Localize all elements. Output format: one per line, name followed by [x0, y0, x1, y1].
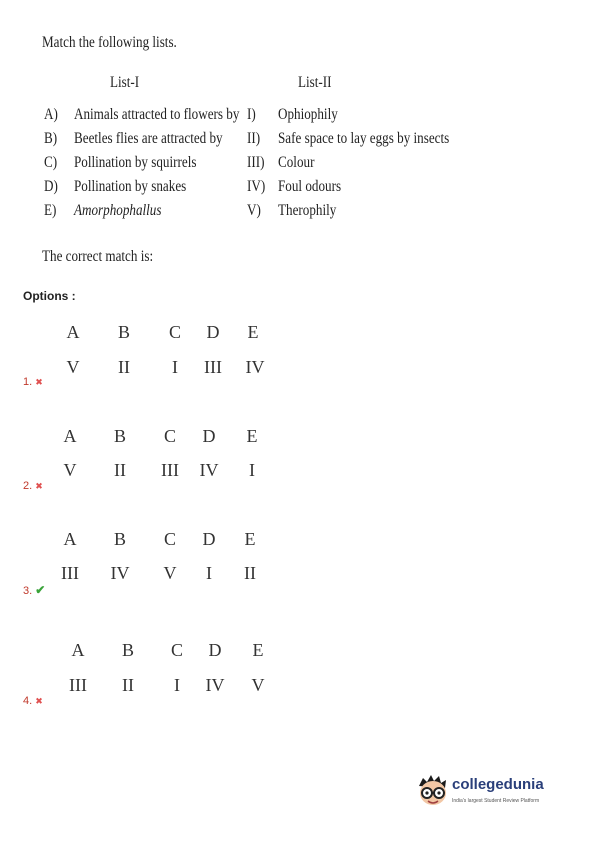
option-value-cell: I: [172, 357, 178, 377]
option-header-cell: A: [63, 426, 77, 446]
option-header-cell: C: [163, 426, 176, 446]
option-value-cell: III: [204, 357, 222, 377]
option-value-cell: V: [251, 675, 265, 695]
correct-match-prompt: The correct match is:: [42, 248, 154, 265]
option-value-cell: III: [69, 675, 87, 695]
checkmark-icon: ✔: [35, 583, 46, 597]
list-2-numeral: I): [247, 106, 256, 123]
list-2-item: Safe space to lay eggs by insects: [278, 130, 450, 147]
option-header-cell: A: [66, 322, 80, 342]
option-number-label: 2.: [23, 480, 33, 492]
option-value-cell: V: [163, 563, 177, 583]
option-header-cell: E: [246, 426, 258, 446]
option-header-cell: B: [113, 426, 126, 446]
list-1-letter: D): [44, 178, 58, 195]
option-value-cell: I: [174, 675, 180, 695]
list-1-letter: A): [44, 106, 58, 123]
option-number-label: 3.: [23, 585, 33, 597]
option-header-cell: D: [208, 640, 222, 660]
list-1-item: Animals attracted to flowers by: [74, 106, 240, 123]
option-value-cell: IV: [110, 563, 130, 583]
option-value-cell: V: [66, 357, 80, 377]
list-1-letter: E): [44, 202, 57, 219]
option-header-cell: B: [121, 640, 134, 660]
option-header-cell: C: [168, 322, 181, 342]
list-2-numeral: IV): [247, 178, 266, 195]
logo-tagline: India's largest Student Review Platform: [452, 798, 540, 804]
list-2-item: Foul odours: [278, 178, 342, 195]
option-number-label: 1.: [23, 376, 33, 388]
logo-wordmark: collegedunia: [452, 776, 544, 793]
list-1-item: Pollination by squirrels: [74, 154, 197, 171]
option-header-cell: E: [244, 529, 256, 549]
list-2-item: Colour: [278, 154, 315, 171]
option-header-cell: E: [247, 322, 259, 342]
option-value-cell: II: [118, 357, 130, 377]
option-value-cell: III: [61, 563, 79, 583]
list-2-header: List-II: [298, 74, 332, 91]
cross-icon: ✖: [35, 377, 43, 387]
option-header-cell: E: [252, 640, 264, 660]
option-value-cell: II: [114, 460, 126, 480]
option-value-cell: II: [122, 675, 134, 695]
option-value-cell: I: [206, 563, 212, 583]
options-label: Options :: [23, 289, 76, 303]
list-2-numeral: II): [247, 130, 261, 147]
option-number: [23, 376, 43, 388]
option-header-cell: C: [163, 529, 176, 549]
option-header-cell: D: [202, 529, 216, 549]
list-2-numeral: V): [247, 202, 261, 219]
option-header-cell: A: [63, 529, 77, 549]
cross-icon: ✖: [35, 481, 43, 491]
list-1-item: Beetles flies are attracted by: [74, 130, 223, 147]
list-2-item: Ophiophily: [278, 106, 338, 123]
option-header-cell: B: [113, 529, 126, 549]
option-header-cell: D: [206, 322, 220, 342]
list-2-item: Therophily: [278, 202, 337, 219]
question-title: Match the following lists.: [42, 34, 177, 51]
option-value-cell: I: [249, 460, 255, 480]
option-value-cell: II: [244, 563, 256, 583]
option-number: [23, 583, 45, 597]
option-value-cell: III: [161, 460, 179, 480]
option-value-cell: IV: [245, 357, 265, 377]
option-header-cell: D: [202, 426, 216, 446]
list-1-item: Amorphophallus: [74, 202, 162, 219]
option-value-cell: IV: [199, 460, 219, 480]
list-1-letter: C): [44, 154, 58, 171]
option-header-cell: A: [71, 640, 85, 660]
list-1-letter: B): [44, 130, 58, 147]
option-number-label: 4.: [23, 695, 33, 707]
mascot-logo-icon: [415, 772, 451, 810]
option-header-cell: C: [170, 640, 183, 660]
option-number: [23, 695, 43, 707]
option-header-cell: B: [117, 322, 130, 342]
list-1-header: List-I: [110, 74, 140, 91]
option-value-cell: V: [63, 460, 77, 480]
list-1-item: Pollination by snakes: [74, 178, 187, 195]
option-number: [23, 480, 43, 492]
list-2-numeral: III): [247, 154, 265, 171]
cross-icon: ✖: [35, 696, 43, 706]
option-value-cell: IV: [205, 675, 225, 695]
